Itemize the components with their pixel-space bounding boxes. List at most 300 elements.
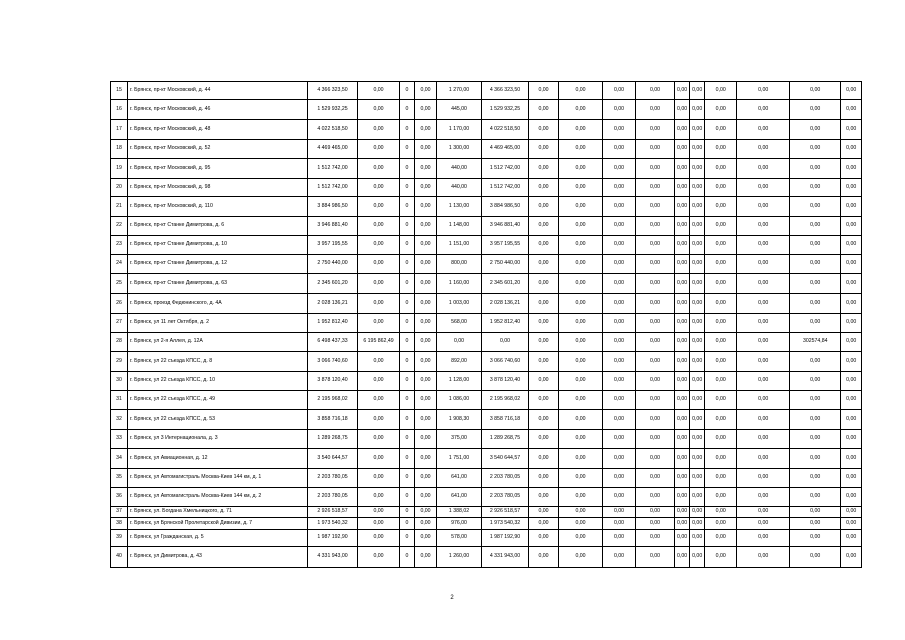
table-row bbox=[111, 82, 862, 100]
value-cell: 0,00 bbox=[358, 294, 400, 314]
value-cell: 0,00 bbox=[358, 159, 400, 179]
row-number-cell: 22 bbox=[111, 217, 128, 236]
value-cell: 0,00 bbox=[737, 507, 790, 518]
value-cell: 0,00 bbox=[675, 372, 690, 391]
value-cell: 0,00 bbox=[675, 352, 690, 372]
value-cell: 0,00 bbox=[603, 100, 636, 120]
value-cell: 0,00 bbox=[559, 530, 603, 547]
value-cell: 0,00 bbox=[737, 518, 790, 530]
value-cell: 0,00 bbox=[358, 430, 400, 449]
value-cell: 0,00 bbox=[358, 410, 400, 430]
value-cell: 2 195 968,02 bbox=[482, 391, 529, 410]
value-cell: 0,00 bbox=[636, 547, 675, 568]
value-cell: 0,00 bbox=[841, 217, 862, 236]
value-cell: 0,00 bbox=[690, 352, 705, 372]
value-cell: 0,00 bbox=[790, 488, 841, 507]
value-cell: 3 878 120,40 bbox=[482, 372, 529, 391]
value-cell: 0,00 bbox=[705, 530, 737, 547]
value-cell: 0 bbox=[400, 507, 415, 518]
value-cell: 4 469 465,00 bbox=[482, 140, 529, 159]
value-cell: 0,00 bbox=[737, 352, 790, 372]
table-row bbox=[111, 488, 862, 507]
value-cell: 0,00 bbox=[690, 274, 705, 294]
value-cell: 0,00 bbox=[675, 197, 690, 217]
value-cell: 0,00 bbox=[636, 430, 675, 449]
value-cell: 0,00 bbox=[675, 140, 690, 159]
row-number-cell: 15 bbox=[111, 82, 128, 100]
row-number-cell: 36 bbox=[111, 488, 128, 507]
value-cell: 0,00 bbox=[559, 120, 603, 140]
value-cell: 0,00 bbox=[841, 140, 862, 159]
value-cell: 1 260,00 bbox=[437, 547, 482, 568]
value-cell: 3 946 881,40 bbox=[308, 217, 358, 236]
value-cell: 0,00 bbox=[415, 333, 437, 352]
table-row bbox=[111, 469, 862, 488]
table-row bbox=[111, 430, 862, 449]
value-cell: 0,00 bbox=[358, 352, 400, 372]
table-row bbox=[111, 530, 862, 547]
value-cell: 302574,84 bbox=[790, 333, 841, 352]
value-cell: 0,00 bbox=[790, 430, 841, 449]
value-cell: 0,00 bbox=[603, 391, 636, 410]
value-cell: 0,00 bbox=[675, 430, 690, 449]
value-cell: 0,00 bbox=[529, 314, 559, 333]
value-cell: 1 751,00 bbox=[437, 449, 482, 469]
value-cell: 0,00 bbox=[636, 372, 675, 391]
address-cell: г. Брянск, ул 22 съезда КПСС, д. 10 bbox=[128, 372, 308, 391]
value-cell: 0,00 bbox=[675, 120, 690, 140]
value-cell: 0,00 bbox=[358, 469, 400, 488]
value-cell: 0,00 bbox=[636, 530, 675, 547]
address-cell: г. Брянск, ул. Богдана Хмельницкого, д. 71 bbox=[128, 507, 308, 518]
value-cell: 641,00 bbox=[437, 488, 482, 507]
value-cell: 0,00 bbox=[790, 518, 841, 530]
value-cell: 3 066 740,60 bbox=[482, 352, 529, 372]
value-cell: 0 bbox=[400, 488, 415, 507]
value-cell: 0 bbox=[400, 255, 415, 274]
row-number-cell: 23 bbox=[111, 236, 128, 255]
value-cell: 0,00 bbox=[705, 217, 737, 236]
value-cell: 0,00 bbox=[559, 449, 603, 469]
value-cell: 0,00 bbox=[790, 469, 841, 488]
value-cell: 0,00 bbox=[358, 217, 400, 236]
value-cell: 0,00 bbox=[841, 179, 862, 197]
value-cell: 1 529 932,25 bbox=[482, 100, 529, 120]
value-cell: 0,00 bbox=[529, 179, 559, 197]
address-cell: г. Брянск, ул Брянской Пролетарской Дивизии, д. 7 bbox=[128, 518, 308, 530]
value-cell: 2 750 440,00 bbox=[482, 255, 529, 274]
value-cell: 0,00 bbox=[675, 100, 690, 120]
value-cell: 0,00 bbox=[690, 507, 705, 518]
value-cell: 0,00 bbox=[636, 100, 675, 120]
value-cell: 0,00 bbox=[790, 530, 841, 547]
row-number-cell: 32 bbox=[111, 410, 128, 430]
value-cell: 0,00 bbox=[415, 294, 437, 314]
value-cell: 0,00 bbox=[559, 372, 603, 391]
value-cell: 0,00 bbox=[603, 547, 636, 568]
row-number-cell: 38 bbox=[111, 518, 128, 530]
value-cell: 0,00 bbox=[636, 352, 675, 372]
value-cell: 0,00 bbox=[636, 217, 675, 236]
value-cell: 0,00 bbox=[358, 197, 400, 217]
value-cell: 0,00 bbox=[358, 179, 400, 197]
value-cell: 0,00 bbox=[636, 140, 675, 159]
value-cell: 0,00 bbox=[790, 274, 841, 294]
value-cell: 0,00 bbox=[415, 518, 437, 530]
value-cell: 0,00 bbox=[690, 449, 705, 469]
value-cell: 1 512 742,00 bbox=[308, 159, 358, 179]
value-cell: 0,00 bbox=[705, 488, 737, 507]
value-cell: 1 170,00 bbox=[437, 120, 482, 140]
row-number-cell: 28 bbox=[111, 333, 128, 352]
value-cell: 3 957 195,55 bbox=[482, 236, 529, 255]
value-cell: 0,00 bbox=[675, 159, 690, 179]
value-cell: 0,00 bbox=[603, 159, 636, 179]
value-cell: 0,00 bbox=[675, 410, 690, 430]
table-row bbox=[111, 140, 862, 159]
value-cell: 0,00 bbox=[790, 120, 841, 140]
value-cell: 0,00 bbox=[415, 274, 437, 294]
value-cell: 0,00 bbox=[358, 82, 400, 100]
value-cell: 0,00 bbox=[737, 469, 790, 488]
value-cell: 0,00 bbox=[415, 430, 437, 449]
value-cell: 0,00 bbox=[358, 530, 400, 547]
value-cell: 0,00 bbox=[675, 179, 690, 197]
value-cell: 4 366 323,50 bbox=[308, 82, 358, 100]
value-cell: 0,00 bbox=[415, 372, 437, 391]
value-cell: 0,00 bbox=[559, 179, 603, 197]
value-cell: 0,00 bbox=[841, 488, 862, 507]
value-cell: 2 926 518,57 bbox=[308, 507, 358, 518]
address-cell: г. Брянск, пр-кт Станке Димитрова, д. 10 bbox=[128, 236, 308, 255]
value-cell: 0,00 bbox=[690, 314, 705, 333]
value-cell: 0,00 bbox=[358, 391, 400, 410]
value-cell: 0,00 bbox=[559, 547, 603, 568]
value-cell: 2 203 780,05 bbox=[308, 488, 358, 507]
value-cell: 0,00 bbox=[690, 179, 705, 197]
value-cell: 0 bbox=[400, 391, 415, 410]
value-cell: 0 bbox=[400, 547, 415, 568]
value-cell: 0,00 bbox=[737, 430, 790, 449]
value-cell: 3 957 195,55 bbox=[308, 236, 358, 255]
value-cell: 0,00 bbox=[705, 547, 737, 568]
value-cell: 0,00 bbox=[690, 236, 705, 255]
value-cell: 0,00 bbox=[358, 488, 400, 507]
value-cell: 0,00 bbox=[603, 236, 636, 255]
value-cell: 0,00 bbox=[415, 410, 437, 430]
value-cell: 0,00 bbox=[841, 159, 862, 179]
value-cell: 0,00 bbox=[675, 274, 690, 294]
value-cell: 0,00 bbox=[603, 179, 636, 197]
value-cell: 0,00 bbox=[358, 547, 400, 568]
value-cell: 0,00 bbox=[529, 507, 559, 518]
address-cell: г. Брянск, пр-кт Московский, д. 98 bbox=[128, 179, 308, 197]
value-cell: 6 195 862,49 bbox=[358, 333, 400, 352]
value-cell: 1 270,00 bbox=[437, 82, 482, 100]
value-cell: 0,00 bbox=[636, 488, 675, 507]
row-number-cell: 34 bbox=[111, 449, 128, 469]
value-cell: 0,00 bbox=[559, 100, 603, 120]
value-cell: 2 028 136,21 bbox=[482, 294, 529, 314]
value-cell: 0,00 bbox=[529, 120, 559, 140]
value-cell: 0,00 bbox=[675, 488, 690, 507]
value-cell: 0 bbox=[400, 430, 415, 449]
value-cell: 0,00 bbox=[790, 100, 841, 120]
value-cell: 0,00 bbox=[690, 547, 705, 568]
value-cell: 0,00 bbox=[603, 274, 636, 294]
row-number-cell: 25 bbox=[111, 274, 128, 294]
value-cell: 3 066 740,60 bbox=[308, 352, 358, 372]
table-row bbox=[111, 333, 862, 352]
address-cell: г. Брянск, пр-кт Станке Димитрова, д. 6 bbox=[128, 217, 308, 236]
value-cell: 0,00 bbox=[415, 352, 437, 372]
row-number-cell: 33 bbox=[111, 430, 128, 449]
value-cell: 1 952 812,40 bbox=[482, 314, 529, 333]
value-cell: 0,00 bbox=[358, 507, 400, 518]
value-cell: 0,00 bbox=[737, 391, 790, 410]
value-cell: 0,00 bbox=[415, 82, 437, 100]
value-cell: 3 858 716,18 bbox=[308, 410, 358, 430]
value-cell: 0,00 bbox=[705, 179, 737, 197]
value-cell: 0,00 bbox=[559, 518, 603, 530]
value-cell: 0,00 bbox=[841, 352, 862, 372]
value-cell: 0,00 bbox=[675, 314, 690, 333]
value-cell: 0,00 bbox=[690, 518, 705, 530]
value-cell: 0,00 bbox=[737, 372, 790, 391]
value-cell: 1 908,30 bbox=[437, 410, 482, 430]
address-cell: г. Брянск, ул 22 съезда КПСС, д. 53 bbox=[128, 410, 308, 430]
value-cell: 3 858 716,18 bbox=[482, 410, 529, 430]
value-cell: 0,00 bbox=[603, 488, 636, 507]
value-cell: 3 946 881,40 bbox=[482, 217, 529, 236]
table-row bbox=[111, 236, 862, 255]
row-number-cell: 29 bbox=[111, 352, 128, 372]
value-cell: 0,00 bbox=[705, 100, 737, 120]
value-cell: 0,00 bbox=[841, 120, 862, 140]
value-cell: 0,00 bbox=[603, 197, 636, 217]
value-cell: 0,00 bbox=[559, 294, 603, 314]
value-cell: 6 498 437,33 bbox=[308, 333, 358, 352]
value-cell: 0,00 bbox=[690, 530, 705, 547]
value-cell: 0,00 bbox=[675, 255, 690, 274]
value-cell: 1 151,00 bbox=[437, 236, 482, 255]
address-cell: г. Брянск, проезд Федюнинского, д. 4А bbox=[128, 294, 308, 314]
value-cell: 976,00 bbox=[437, 518, 482, 530]
value-cell: 0,00 bbox=[529, 294, 559, 314]
value-cell: 0,00 bbox=[705, 82, 737, 100]
address-cell: г. Брянск, ул 2-я Аллея, д. 12А bbox=[128, 333, 308, 352]
value-cell: 0,00 bbox=[415, 140, 437, 159]
value-cell: 0,00 bbox=[636, 410, 675, 430]
value-cell: 0,00 bbox=[529, 159, 559, 179]
value-cell: 0,00 bbox=[636, 179, 675, 197]
value-cell: 0,00 bbox=[790, 82, 841, 100]
value-cell: 0,00 bbox=[705, 518, 737, 530]
value-cell: 0,00 bbox=[675, 518, 690, 530]
value-cell: 1 512 742,00 bbox=[482, 159, 529, 179]
value-cell: 0 bbox=[400, 140, 415, 159]
table-row bbox=[111, 294, 862, 314]
value-cell: 0,00 bbox=[690, 294, 705, 314]
value-cell: 1 130,00 bbox=[437, 197, 482, 217]
value-cell: 0,00 bbox=[841, 333, 862, 352]
row-number-cell: 30 bbox=[111, 372, 128, 391]
value-cell: 2 028 136,21 bbox=[308, 294, 358, 314]
value-cell: 0,00 bbox=[690, 140, 705, 159]
value-cell: 0,00 bbox=[636, 197, 675, 217]
address-cell: г. Брянск, ул 22 съезда КПСС, д. 8 bbox=[128, 352, 308, 372]
value-cell: 0,00 bbox=[529, 82, 559, 100]
value-cell: 578,00 bbox=[437, 530, 482, 547]
value-cell: 1 300,00 bbox=[437, 140, 482, 159]
value-cell: 0,00 bbox=[675, 469, 690, 488]
table-row bbox=[111, 120, 862, 140]
value-cell: 2 203 780,05 bbox=[482, 469, 529, 488]
value-cell: 0,00 bbox=[482, 333, 529, 352]
address-cell: г. Брянск, пр-кт Московский, д. 48 bbox=[128, 120, 308, 140]
value-cell: 0,00 bbox=[790, 236, 841, 255]
value-cell: 4 469 465,00 bbox=[308, 140, 358, 159]
value-cell: 3 884 986,50 bbox=[482, 197, 529, 217]
value-cell: 0,00 bbox=[603, 410, 636, 430]
value-cell: 0,00 bbox=[529, 391, 559, 410]
address-cell: г. Брянск, ул Димитрова, д. 43 bbox=[128, 547, 308, 568]
value-cell: 0,00 bbox=[559, 469, 603, 488]
value-cell: 0,00 bbox=[529, 469, 559, 488]
value-cell: 0,00 bbox=[841, 236, 862, 255]
row-number-cell: 40 bbox=[111, 547, 128, 568]
value-cell: 0,00 bbox=[559, 333, 603, 352]
value-cell: 0,00 bbox=[841, 449, 862, 469]
value-cell: 0,00 bbox=[636, 449, 675, 469]
table-row bbox=[111, 352, 862, 372]
value-cell: 0,00 bbox=[705, 507, 737, 518]
value-cell: 0,00 bbox=[841, 82, 862, 100]
value-cell: 0,00 bbox=[559, 352, 603, 372]
value-cell: 0,00 bbox=[737, 488, 790, 507]
value-cell: 0,00 bbox=[737, 100, 790, 120]
value-cell: 2 203 780,05 bbox=[308, 469, 358, 488]
value-cell: 0,00 bbox=[358, 518, 400, 530]
value-cell: 0,00 bbox=[841, 314, 862, 333]
value-cell: 0,00 bbox=[603, 430, 636, 449]
table-row bbox=[111, 507, 862, 518]
value-cell: 1 987 192,90 bbox=[482, 530, 529, 547]
value-cell: 0,00 bbox=[358, 274, 400, 294]
value-cell: 0 bbox=[400, 333, 415, 352]
value-cell: 0,00 bbox=[841, 469, 862, 488]
value-cell: 0,00 bbox=[737, 140, 790, 159]
table-row bbox=[111, 100, 862, 120]
value-cell: 0,00 bbox=[737, 449, 790, 469]
value-cell: 0,00 bbox=[690, 372, 705, 391]
value-cell: 0,00 bbox=[636, 120, 675, 140]
value-cell: 4 022 518,50 bbox=[308, 120, 358, 140]
value-cell: 3 540 644,57 bbox=[482, 449, 529, 469]
address-cell: г. Брянск, ул Автомагистраль Москва-Киев 144 км, д. 1 bbox=[128, 469, 308, 488]
value-cell: 0,00 bbox=[559, 159, 603, 179]
row-number-cell: 17 bbox=[111, 120, 128, 140]
value-cell: 0,00 bbox=[690, 333, 705, 352]
value-cell: 0,00 bbox=[705, 197, 737, 217]
value-cell: 0,00 bbox=[636, 294, 675, 314]
table-row bbox=[111, 518, 862, 530]
value-cell: 0,00 bbox=[705, 294, 737, 314]
value-cell: 0,00 bbox=[841, 507, 862, 518]
value-cell: 0,00 bbox=[841, 197, 862, 217]
value-cell: 440,00 bbox=[437, 159, 482, 179]
value-cell: 0 bbox=[400, 100, 415, 120]
value-cell: 0,00 bbox=[529, 430, 559, 449]
value-cell: 1 388,02 bbox=[437, 507, 482, 518]
value-cell: 0,00 bbox=[675, 236, 690, 255]
value-cell: 0,00 bbox=[790, 159, 841, 179]
value-cell: 0,00 bbox=[636, 507, 675, 518]
row-number-cell: 35 bbox=[111, 469, 128, 488]
value-cell: 0,00 bbox=[603, 314, 636, 333]
value-cell: 0,00 bbox=[841, 530, 862, 547]
value-cell: 375,00 bbox=[437, 430, 482, 449]
table-row bbox=[111, 372, 862, 391]
value-cell: 0,00 bbox=[603, 333, 636, 352]
value-cell: 0,00 bbox=[690, 120, 705, 140]
value-cell: 0,00 bbox=[737, 294, 790, 314]
value-cell: 0,00 bbox=[415, 255, 437, 274]
value-cell: 0,00 bbox=[415, 159, 437, 179]
value-cell: 0,00 bbox=[415, 314, 437, 333]
value-cell: 0,00 bbox=[415, 547, 437, 568]
value-cell: 0,00 bbox=[437, 333, 482, 352]
value-cell: 0,00 bbox=[705, 449, 737, 469]
value-cell: 0,00 bbox=[690, 488, 705, 507]
value-cell: 0,00 bbox=[559, 410, 603, 430]
address-cell: г. Брянск, пр-кт Московский, д. 110 bbox=[128, 197, 308, 217]
value-cell: 0,00 bbox=[737, 159, 790, 179]
value-cell: 0,00 bbox=[603, 352, 636, 372]
value-cell: 4 022 518,50 bbox=[482, 120, 529, 140]
value-cell: 440,00 bbox=[437, 179, 482, 197]
value-cell: 0,00 bbox=[529, 547, 559, 568]
value-cell: 1 973 540,32 bbox=[308, 518, 358, 530]
value-cell: 1 003,00 bbox=[437, 294, 482, 314]
value-cell: 0,00 bbox=[559, 274, 603, 294]
address-cell: г. Брянск, пр-кт Московский, д. 46 bbox=[128, 100, 308, 120]
value-cell: 0,00 bbox=[529, 530, 559, 547]
value-cell: 0,00 bbox=[690, 100, 705, 120]
value-cell: 0,00 bbox=[737, 530, 790, 547]
value-cell: 0,00 bbox=[559, 236, 603, 255]
value-cell: 0,00 bbox=[636, 469, 675, 488]
value-cell: 0,00 bbox=[415, 217, 437, 236]
value-cell: 2 345 601,20 bbox=[482, 274, 529, 294]
address-cell: г. Брянск, пр-кт Станке Димитрова, д. 12 bbox=[128, 255, 308, 274]
value-cell: 0,00 bbox=[841, 430, 862, 449]
value-cell: 0,00 bbox=[841, 547, 862, 568]
value-cell: 4 366 323,50 bbox=[482, 82, 529, 100]
value-cell: 1 529 932,25 bbox=[308, 100, 358, 120]
value-cell: 0,00 bbox=[705, 372, 737, 391]
value-cell: 0,00 bbox=[529, 255, 559, 274]
row-number-cell: 21 bbox=[111, 197, 128, 217]
value-cell: 0,00 bbox=[559, 82, 603, 100]
value-cell: 0,00 bbox=[358, 372, 400, 391]
value-cell: 0,00 bbox=[705, 274, 737, 294]
address-cell: г. Брянск, пр-кт Станке Димитрова, д. 63 bbox=[128, 274, 308, 294]
value-cell: 4 331 943,00 bbox=[482, 547, 529, 568]
table-row bbox=[111, 391, 862, 410]
value-cell: 0,00 bbox=[705, 255, 737, 274]
value-cell: 0,00 bbox=[559, 197, 603, 217]
